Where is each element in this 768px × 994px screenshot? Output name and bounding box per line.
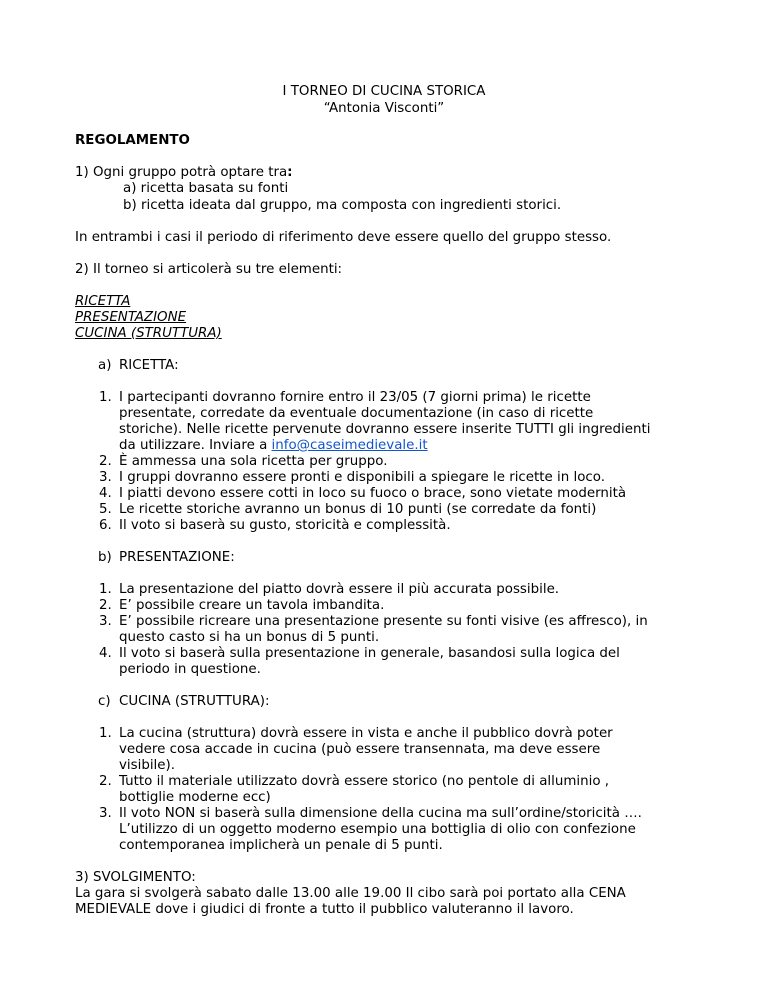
list-item-line: vedere cosa accade in cucina (può essere transennata, ma deve essere: [119, 742, 601, 757]
doc-subtitle: “Antonia Visconti”: [323, 101, 445, 116]
list-number: 1.: [99, 726, 112, 741]
list-item-line: E’ possibile ricreare una presentazione presente su fonti visive (es affresco), in: [119, 614, 648, 629]
list-number: 4.: [99, 486, 112, 501]
list-item-line: storiche). Nelle ricette pervenute dovranno essere inserite TUTTI gli ingredienti: [119, 422, 651, 437]
rule3-line: La gara si svolgerà sabato dalle 13.00 alle 19.00 Il cibo sarà poi portato alla CENA: [75, 886, 626, 901]
element-presentazione: PRESENTAZIONE: [75, 310, 187, 325]
list-number: 3.: [99, 614, 112, 629]
list-item-line: Il voto NON si baserà sulla dimensione della cucina ma sull’ordine/storicità ….: [119, 806, 642, 821]
list-number: 4.: [99, 646, 112, 661]
list-number: 1.: [99, 582, 112, 597]
list-number: 1.: [99, 390, 112, 405]
section-a-title: RICETTA:: [119, 358, 179, 373]
list-item-line: I partecipanti dovranno fornire entro il 23/05 (7 giorni prima) le ricette: [119, 390, 591, 405]
list-number: 2.: [99, 454, 112, 469]
list-item-line: La cucina (struttura) dovrà essere in vista e anche il pubblico dovrà poter: [119, 726, 613, 741]
list-item-line: I piatti devono essere cotti in loco su fuoco o brace, sono vietate modernità: [119, 486, 627, 501]
list-item-line: La presentazione del piatto dovrà essere il più accurata possibile.: [119, 582, 560, 597]
section-b-letter: b): [98, 550, 112, 565]
rule2-intro: 2) Il torneo si articolerà su tre elementi:: [75, 262, 343, 277]
list-item-line: visibile).: [119, 758, 176, 773]
element-ricetta: RICETTA: [75, 294, 131, 309]
list-number: 2.: [99, 598, 112, 613]
list-item-line: Il voto si baserà su gusto, storicità e complessità.: [119, 518, 451, 533]
list-item-line: presentate, corredate da eventuale documentazione (in caso di ricette: [119, 406, 594, 421]
list-number: 3.: [99, 806, 112, 821]
element-cucina: CUCINA (STRUTTURA): [75, 326, 222, 341]
list-item-line: I gruppi dovranno essere pronti e disponibili a spiegare le ricette in loco.: [119, 470, 605, 485]
option-a: a) ricetta basata su fonti: [123, 181, 289, 196]
section-b-title: PRESENTAZIONE:: [119, 550, 235, 565]
list-item-line: Le ricette storiche avranno un bonus di 10 punti (se corredate da fonti): [119, 502, 597, 517]
period-note: In entrambi i casi il periodo di riferimento deve essere quello del gruppo stesso.: [75, 230, 612, 245]
list-item-line: L’utilizzo di un oggetto moderno esempio una bottiglia di olio con confezione: [119, 822, 636, 837]
list-item-line: È ammessa una sola ricetta per gruppo.: [119, 454, 388, 469]
list-item-line: contemporanea implicherà un penale di 5 punti.: [119, 838, 443, 853]
list-item-line: Il voto si baserà sulla presentazione in generale, basandosi sulla logica del: [119, 646, 620, 661]
section-c-title: CUCINA (STRUTTURA):: [119, 694, 270, 709]
section-c-letter: c): [98, 694, 111, 709]
rule3-title: 3) SVOLGIMENTO:: [75, 870, 196, 885]
rule3-line: MEDIEVALE dove i giudici di fronte a tutto il pubblico valuteranno il lavoro.: [75, 902, 574, 917]
option-b: b) ricetta ideata dal gruppo, ma composta con ingredienti storici.: [123, 198, 562, 213]
list-item-line: periodo in questione.: [119, 662, 261, 677]
section-a-letter: a): [98, 358, 112, 373]
email-link[interactable]: info@caseimedievale.it: [271, 438, 428, 453]
list-number: 5.: [99, 502, 112, 517]
list-number: 2.: [99, 774, 112, 789]
intro-line: 1) Ogni gruppo potrà optare tra:: [75, 165, 293, 180]
list-item-line: Tutto il materiale utilizzato dovrà essere storico (no pentole di alluminio ,: [119, 774, 610, 789]
section-heading: REGOLAMENTO: [75, 133, 190, 148]
list-item-line: bottiglie moderne ecc): [119, 790, 271, 805]
doc-title: I TORNEO DI CUCINA STORICA: [282, 84, 486, 99]
list-item-line: da utilizzare. Inviare a info@caseimedievale.it: [119, 438, 428, 453]
list-number: 6.: [99, 518, 112, 533]
list-item-line: E’ possibile creare un tavola imbandita.: [119, 598, 385, 613]
list-item-line: questo casto si ha un bonus di 5 punti.: [119, 630, 380, 645]
list-number: 3.: [99, 470, 112, 485]
